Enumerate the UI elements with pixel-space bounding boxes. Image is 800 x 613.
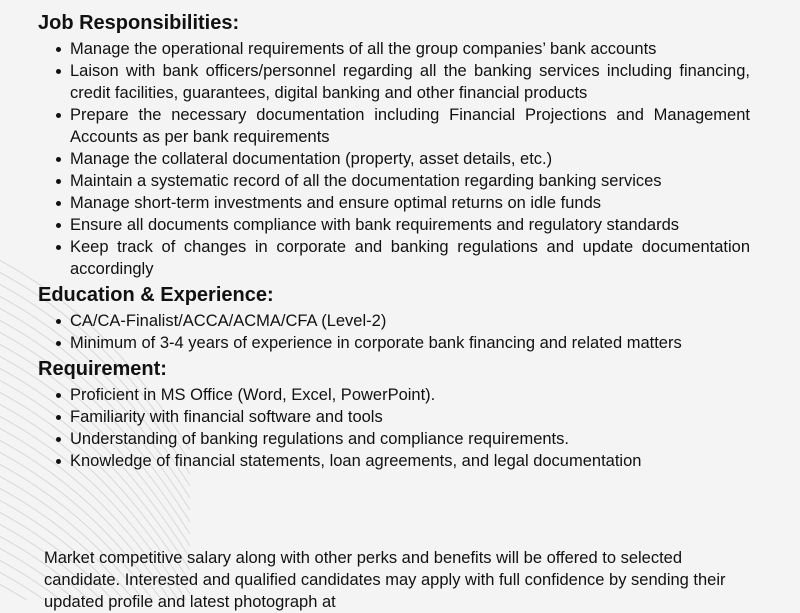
list-item: Familiarity with financial software and tools bbox=[70, 406, 750, 428]
requirement-list bbox=[38, 384, 750, 472]
list-item: Proficient in MS Office (Word, Excel, PowerPoint). bbox=[70, 384, 750, 406]
section-heading: Requirement: bbox=[38, 358, 167, 380]
list-item: Laison with bank officers/personnel regarding all the banking services including financing, credit facilities, guarantees, digital banking and other financial products bbox=[70, 62, 750, 102]
list-item: Maintain a systematic record of all the documentation regarding banking services bbox=[70, 170, 750, 192]
list-item: Minimum of 3-4 years of experience in corporate bank financing and related matters bbox=[70, 332, 750, 354]
section-heading: Education & Experience: bbox=[38, 284, 274, 306]
job-description bbox=[38, 8, 750, 472]
section-requirement bbox=[38, 354, 750, 472]
list-item: Manage the operational requirements of all the group companies’ bank accounts bbox=[70, 38, 750, 60]
list-item: Knowledge of financial statements, loan agreements, and legal documentation bbox=[70, 450, 750, 472]
list-item: CA/CA-Finalist/ACCA/ACMA/CFA (Level-2) bbox=[70, 310, 750, 332]
list-item: Prepare the necessary documentation including Financial Projections and Management Accounts as per bank requirements bbox=[70, 106, 750, 146]
application-note bbox=[44, 547, 750, 613]
section-job-responsibilities bbox=[38, 8, 750, 280]
responsibilities-list bbox=[38, 38, 750, 280]
list-item: Keep track of changes in corporate and banking regulations and update documentation accordingly bbox=[70, 238, 750, 278]
closing-paragraph: Market competitive salary along with other perks and benefits will be offered to selected candidate. Interested and qualified candidates may apply with full confidence by sending their updated profile and latest photograph at bbox=[44, 549, 726, 611]
list-item: Ensure all documents compliance with bank requirements and regulatory standards bbox=[70, 214, 750, 236]
section-heading: Job Responsibilities: bbox=[38, 12, 240, 34]
education-list bbox=[38, 310, 750, 354]
list-item: Manage the collateral documentation (property, asset details, etc.) bbox=[70, 148, 750, 170]
list-item: Understanding of banking regulations and compliance requirements. bbox=[70, 428, 750, 450]
section-education-experience bbox=[38, 280, 750, 354]
list-item: Manage short-term investments and ensure optimal returns on idle funds bbox=[70, 192, 750, 214]
